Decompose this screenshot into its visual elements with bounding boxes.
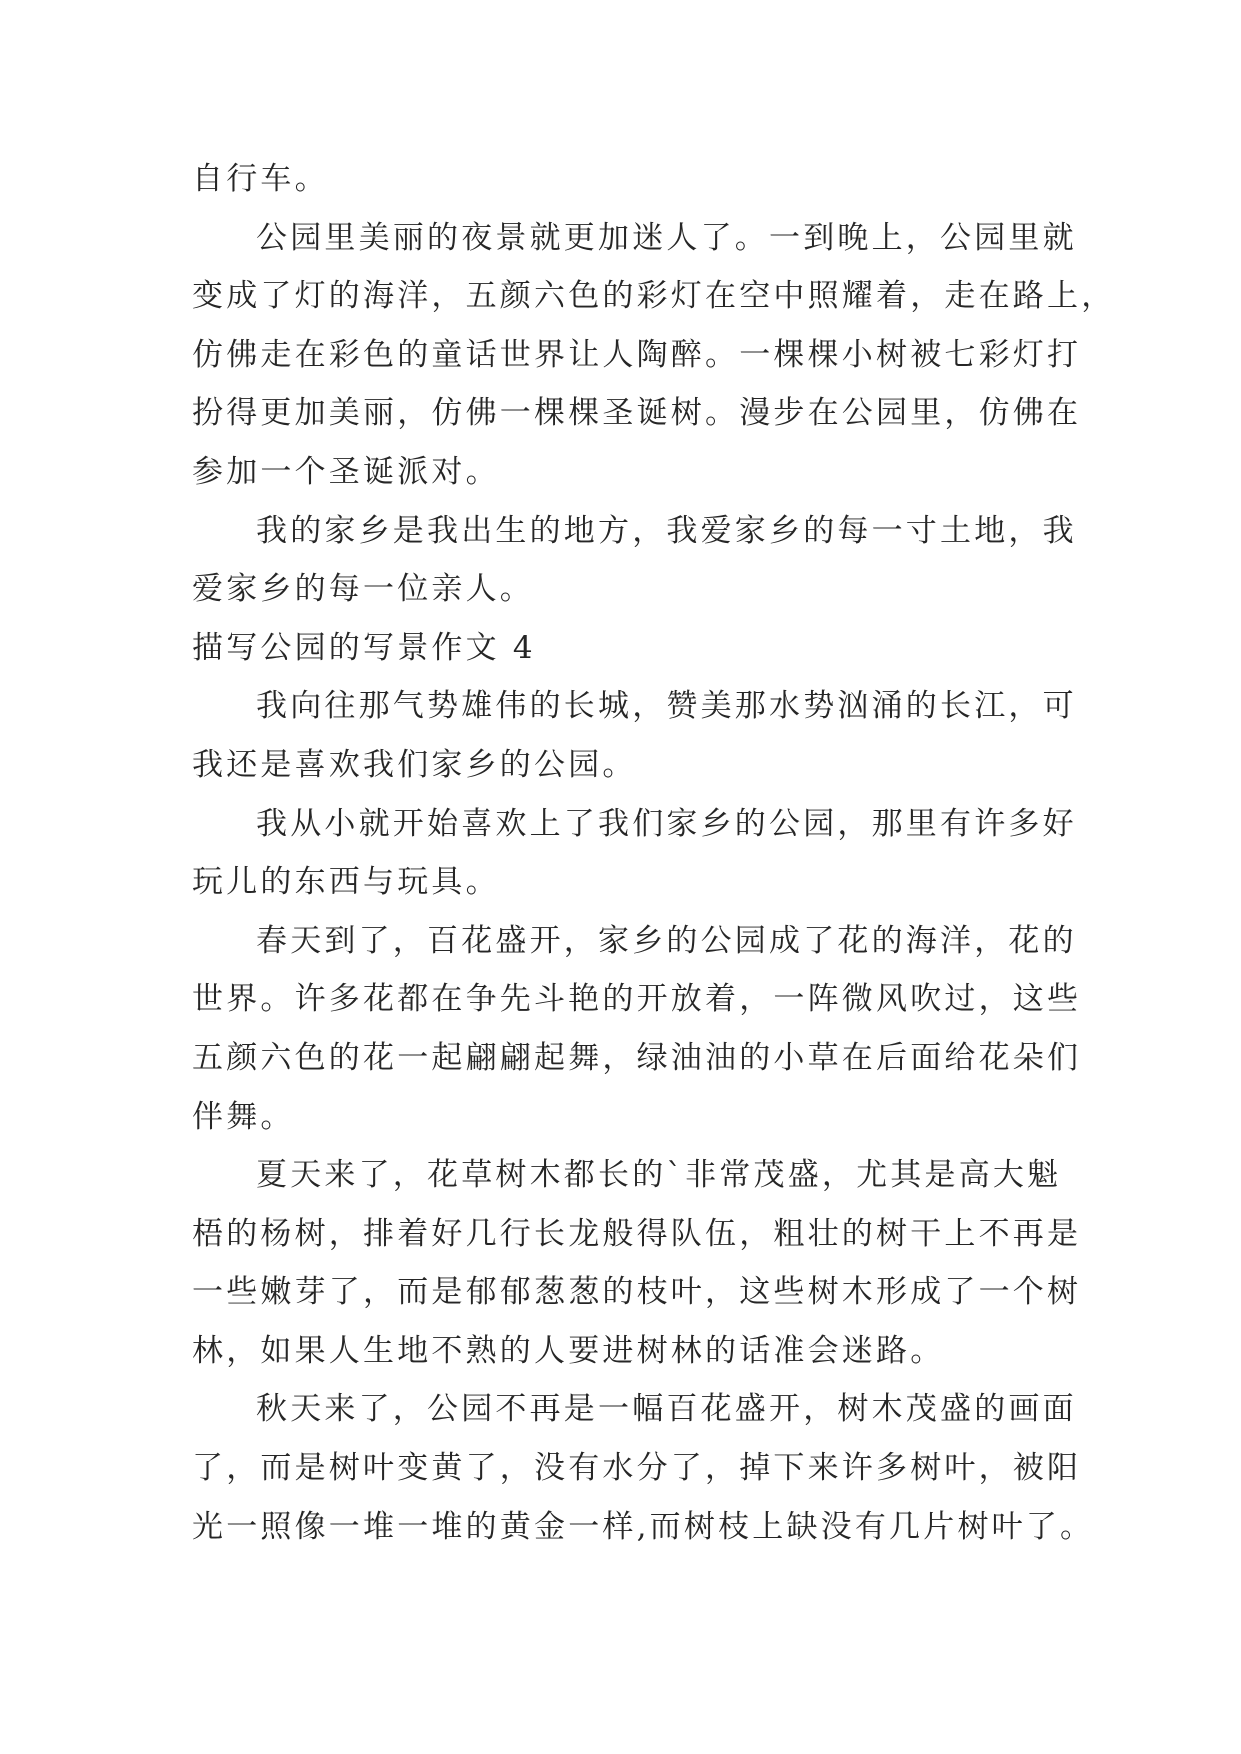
document-body — [192, 150, 1116, 1556]
text-line: 仿佛走在彩色的童话世界让人陶醉。一棵棵小树被七彩灯打 — [192, 336, 1082, 373]
paragraph — [192, 912, 1082, 1146]
text-line: 我的家乡是我出生的地方，我爱家乡的每一寸土地，我 — [256, 512, 1077, 549]
text-line: 了，而是树叶变黄了，没有水分了，掉下来许多树叶，被阳 — [192, 1450, 1082, 1487]
text-line: 我向往那气势雄伟的长城，赞美那水势汹涌的长江，可 — [256, 688, 1077, 725]
text-line: 世界。许多花都在争先斗艳的开放着，一阵微风吹过，这些 — [192, 981, 1082, 1018]
text-line: 我还是喜欢我们家乡的公园。 — [192, 746, 637, 783]
section-heading — [192, 619, 1058, 678]
text-line: 变成了灯的海洋，五颜六色的彩灯在空中照耀着，走在路上， — [192, 278, 1116, 315]
paragraph — [192, 677, 1077, 794]
text-line: 林，如果人生地不熟的人要进树林的话准会迷路。 — [192, 1332, 945, 1369]
paragraph — [192, 502, 1077, 619]
paragraph — [192, 150, 1058, 209]
heading-text: 描写公园的写景作文 4 — [192, 629, 536, 666]
text-line: 参加一个圣诞派对。 — [192, 453, 500, 490]
text-line: 玩儿的东西与玩具。 — [192, 864, 500, 901]
text-line: 夏天来了，花草树木都长的`非常茂盛，尤其是高大魁 — [256, 1157, 1062, 1194]
text-line: 公园里美丽的夜景就更加迷人了。一到晚上，公园里就 — [256, 219, 1077, 256]
text-line: 自行车。 — [192, 161, 329, 197]
text-line: 光一照像一堆一堆的黄金一样,而树枝上缺没有几片树叶了。 — [192, 1508, 1095, 1545]
paragraph — [192, 1146, 1082, 1380]
text-line: 梧的杨树，排着好几行长龙般得队伍，粗壮的树干上不再是 — [192, 1215, 1082, 1252]
text-line: 伴舞。 — [192, 1098, 295, 1135]
paragraph — [192, 795, 1077, 912]
paragraph — [192, 1380, 1095, 1556]
text-line: 扮得更加美丽，仿佛一棵棵圣诞树。漫步在公园里，仿佛在 — [192, 395, 1082, 432]
text-line: 春天到了，百花盛开，家乡的公园成了花的海洋，花的 — [256, 922, 1077, 959]
text-line: 一些嫩芽了，而是郁郁葱葱的枝叶，这些树木形成了一个树 — [192, 1274, 1082, 1311]
text-line: 五颜六色的花一起翩翩起舞，绿油油的小草在后面给花朵们 — [192, 1039, 1082, 1076]
paragraph — [192, 209, 1116, 502]
text-line: 秋天来了，公园不再是一幅百花盛开，树木茂盛的画面 — [256, 1391, 1077, 1428]
text-line: 我从小就开始喜欢上了我们家乡的公园，那里有许多好 — [256, 805, 1077, 842]
text-line: 爱家乡的每一位亲人。 — [192, 571, 534, 608]
